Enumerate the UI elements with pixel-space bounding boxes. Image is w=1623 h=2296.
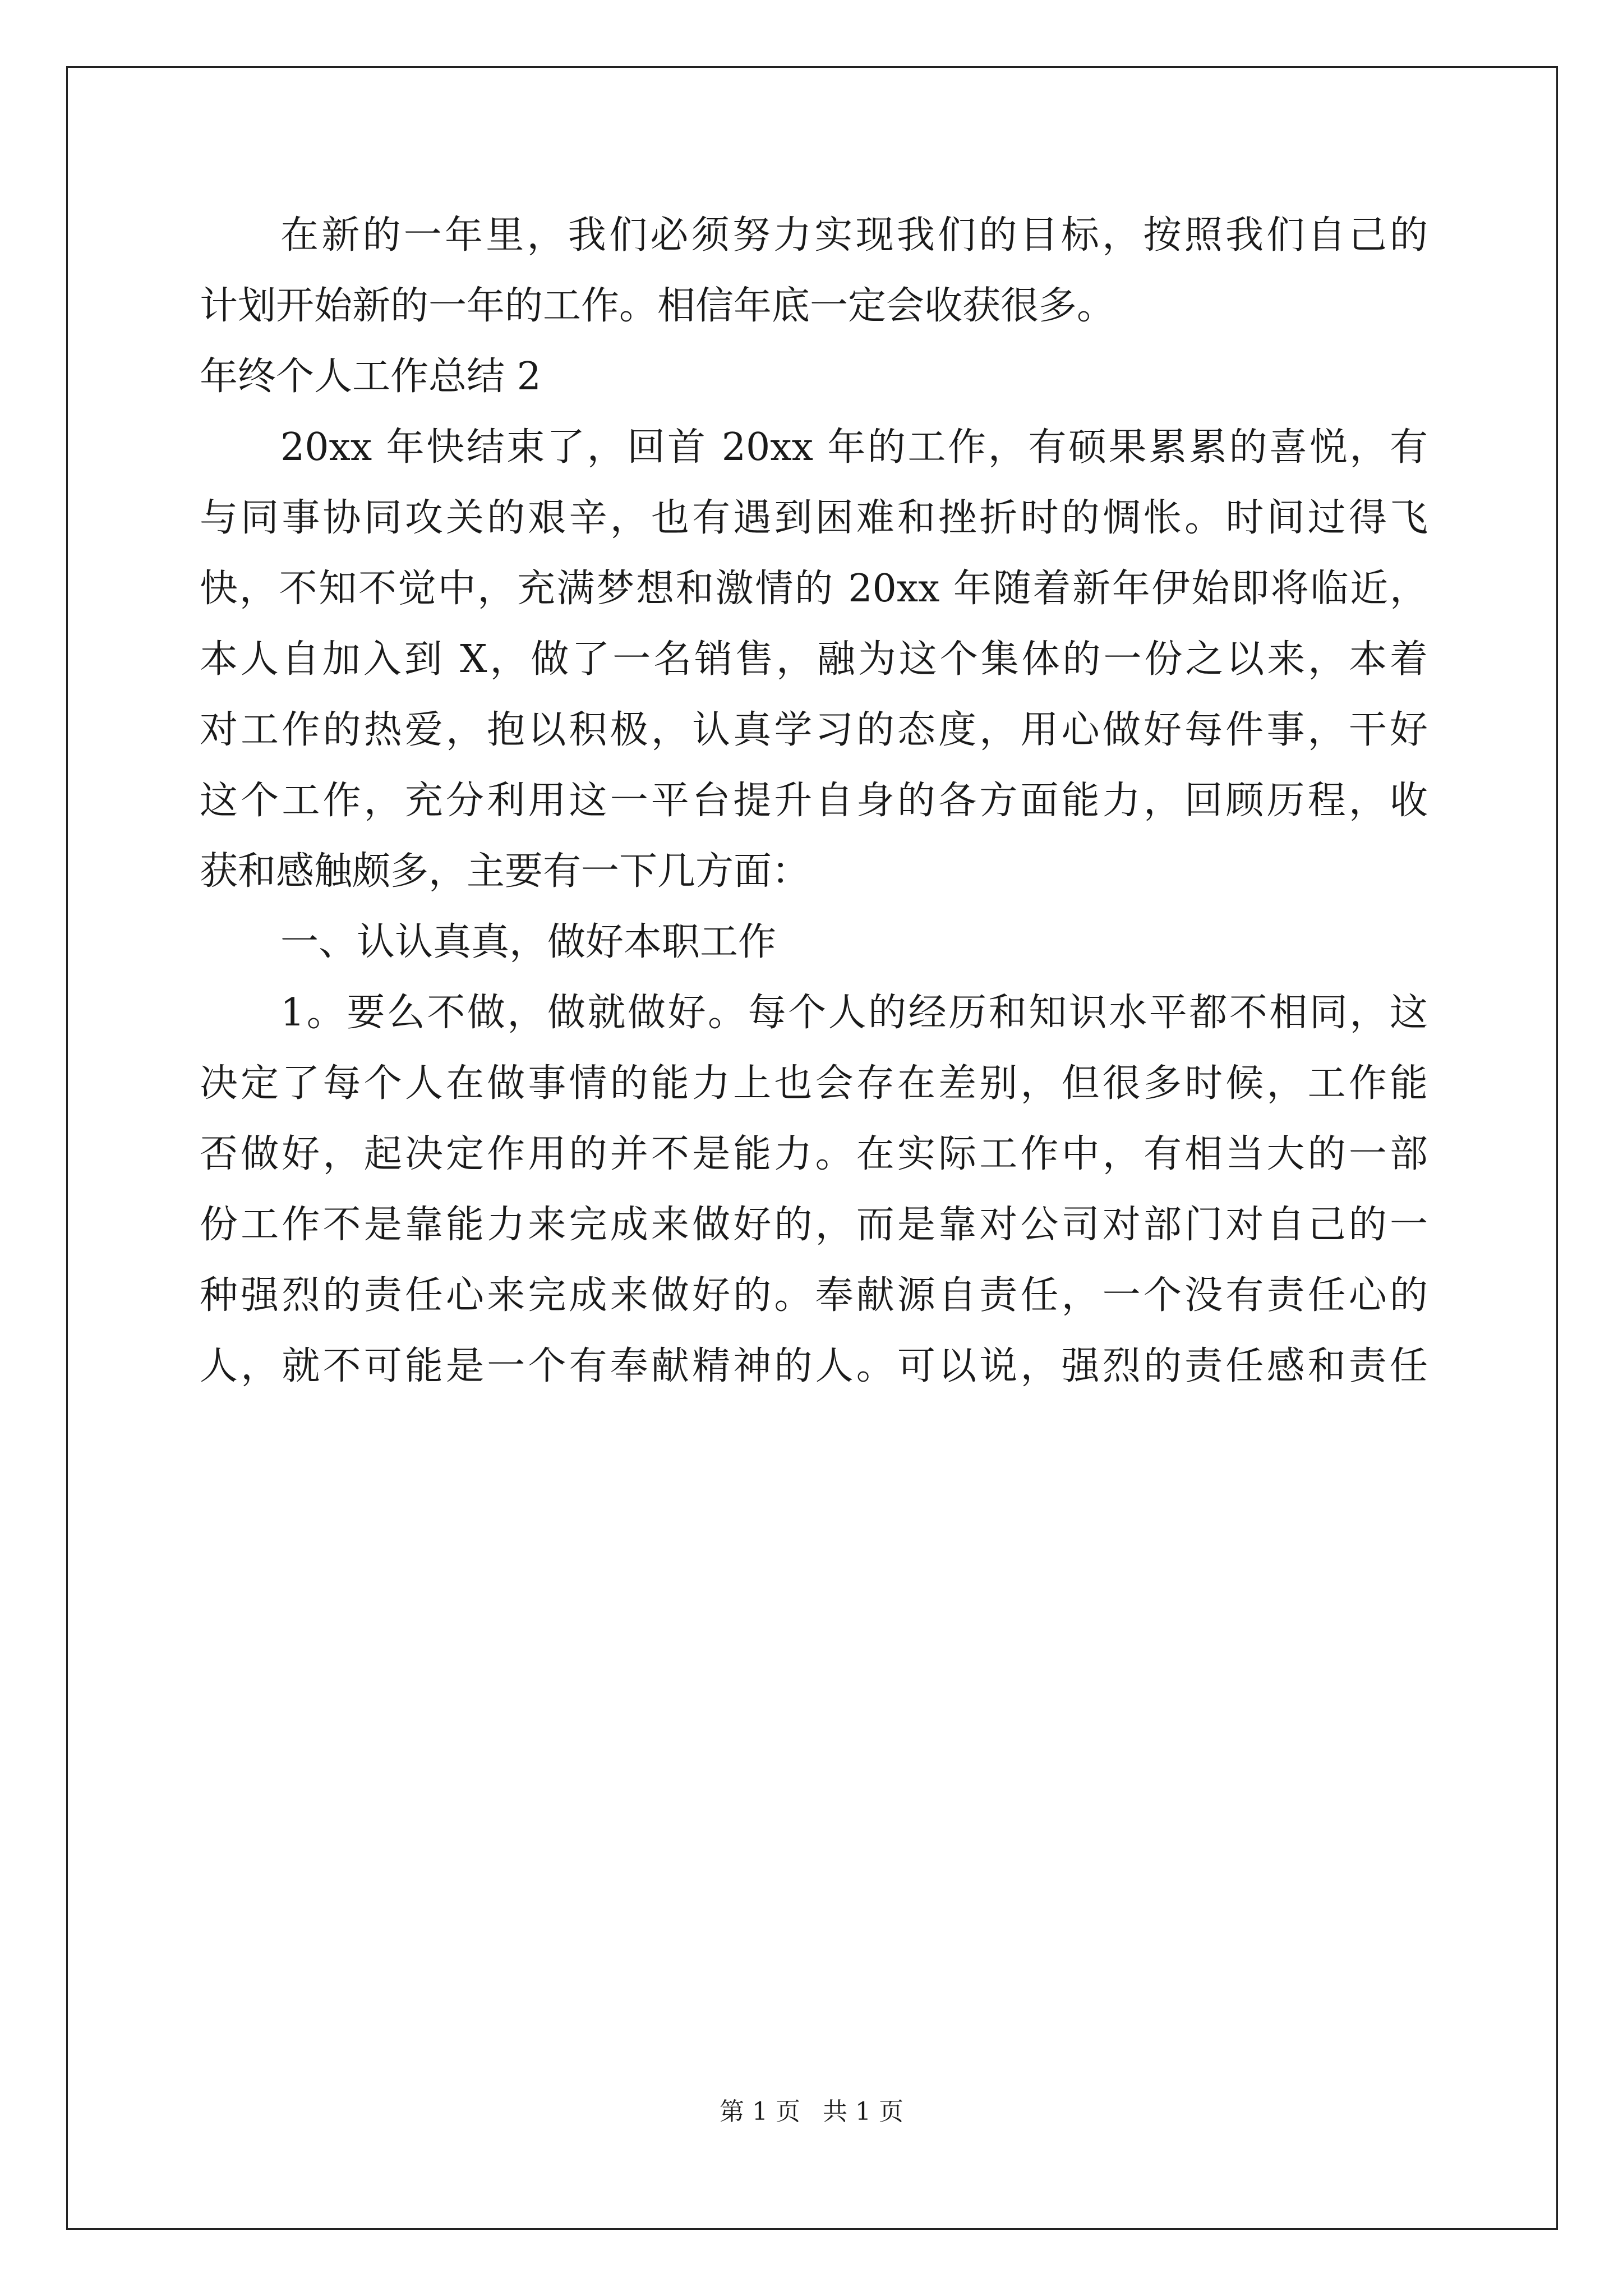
paragraph-line: 与同事协同攻关的艰辛，也有遇到困难和挫折时的惆怅。时间过得飞: [200, 496, 1428, 540]
paragraph-line: 人，就不可能是一个有奉献精神的人。可以说，强烈的责任感和责任: [200, 1344, 1428, 1388]
paragraph-line: 决定了每个人在做事情的能力上也会存在差别，但很多时候，工作能: [200, 1061, 1428, 1106]
paragraph-line: 20xx 年快结束了，回首 20xx 年的工作，有硕果累累的喜悦，有: [280, 425, 1428, 470]
paragraph-line: 否做好，起决定作用的并不是能力。在实际工作中，有相当大的一部: [200, 1132, 1428, 1176]
subsection-heading: 一、认认真真，做好本职工作: [280, 920, 777, 964]
paragraph-line: 获和感触颇多，主要有一下几方面：: [200, 849, 810, 894]
paragraph-line: 这个工作，充分利用这一平台提升自身的各方面能力，回顾历程，收: [200, 779, 1428, 823]
paragraph-line: 快，不知不觉中，充满梦想和激情的 20xx 年随着新年伊始即将临近，: [200, 567, 1428, 611]
page-number-current: 第 1 页: [720, 2097, 800, 2126]
paragraph-line: 对工作的热爱，抱以积极，认真学习的态度，用心做好每件事，干好: [200, 708, 1428, 752]
paragraph-line: 种强烈的责任心来完成来做好的。奉献源自责任，一个没有责任心的: [200, 1273, 1428, 1318]
paragraph-line: 1。要么不做，做就做好。每个人的经历和知识水平都不相同，这: [280, 991, 1428, 1035]
paragraph-line: 在新的一年里，我们必须努力实现我们的目标，按照我们自己的: [280, 213, 1428, 257]
section-heading: 年终个人工作总结 2: [200, 355, 541, 399]
page-footer: [0, 2095, 1623, 2129]
page-number-total: 共 1 页: [823, 2097, 903, 2126]
paragraph-line: 本人自加入到 X，做了一名销售，融为这个集体的一份之以来，本着: [200, 637, 1428, 682]
paragraph-line: 计划开始新的一年的工作。相信年底一定会收获很多。: [200, 284, 1115, 328]
paragraph-line: 份工作不是靠能力来完成来做好的，而是靠对公司对部门对自己的一: [200, 1203, 1428, 1247]
